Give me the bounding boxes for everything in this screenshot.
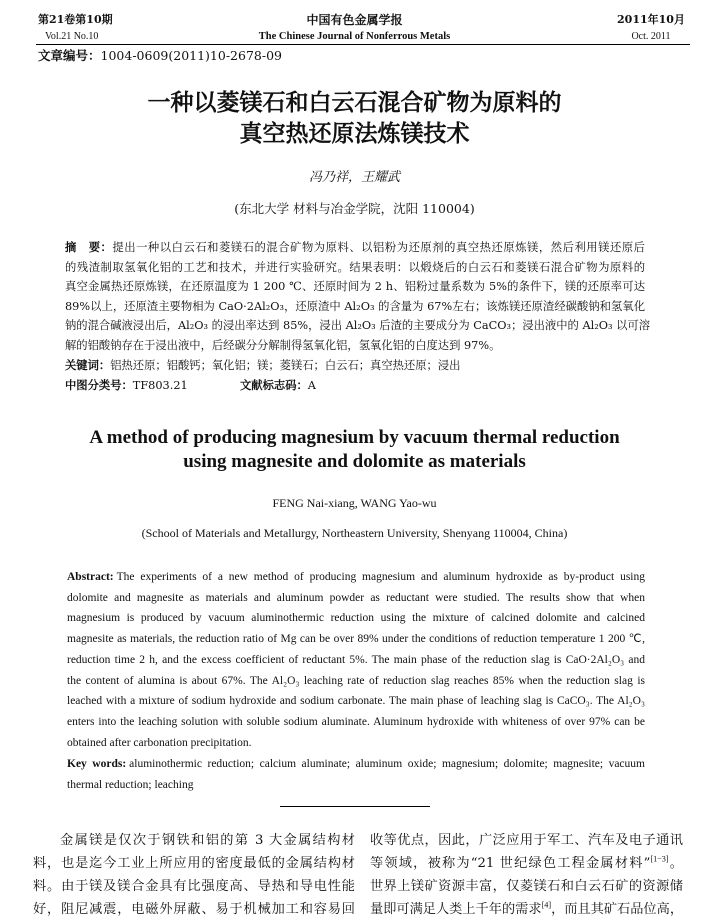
body-text: 。 — [668, 856, 683, 871]
title-en-line: A method of producing magnesium by vacuum thermal reduction — [89, 427, 620, 448]
abstract-cn-line: 钠的混合碱液浸出后，Al₂O₃ 的浸出率达到 85%，浸出 Al₂O₃ 后渣的主要成分为 CaCO₃；浸出液中的 Al₂O₃ 以可溶 — [65, 319, 651, 332]
authors-en: FENG Nai-xiang, WANG Yao-wu — [272, 496, 437, 510]
abstract-en-line: dolomite and magnesite as materials and aluminum powder as reductant were studied. The results show that when — [67, 592, 645, 604]
abstract-cn-line: 真空金属热还原炼镁，在还原温度为 1 200 ℃、还原时间为 2 h、铝粉过量系数为 5%的条件下，镁的还原率可达 — [65, 280, 645, 293]
clc-label: 中图分类号： — [65, 379, 133, 392]
abstract-cn-line: 解的铝酸钠存在于浸出液中，后经碳分分解制得氢氧化铝，氢氧化铝的白度达到 97%。 — [65, 339, 501, 352]
document-code — [240, 378, 316, 394]
keywords-en-text: aluminothermic reduction; calcium aluminate; aluminum oxide; magnesium; dolomite; magnesite; vacuum — [129, 758, 645, 770]
body-right-line — [370, 901, 683, 919]
abstract-cn-line: 89%以上，还原渣主要物相为 CaO·2Al₂O₃，还原渣中 Al₂O₃ 的含量为 67%左右；该炼镁还原渣经碳酸钠和氢氧化 — [65, 300, 645, 313]
article-number — [38, 49, 282, 63]
issue-date-en: Oct. 2011 — [631, 31, 671, 42]
citation-ref: [4] — [541, 900, 552, 910]
abstract-en-line: magnesium is produced by vacuum aluminothermic reduction using the mixture of calcined dolomite and calcined — [67, 612, 645, 624]
abstract-en-line: enters into the leaching solution with soluble sodium aluminate. Aluminum hydroxide with whiteness of over 97% can be — [67, 716, 645, 728]
header-rule — [36, 44, 690, 45]
title-cn-line: 一种以菱镁石和白云石混合矿物为原料的 — [147, 90, 562, 116]
article-number-value: 1004-0609(2011)10-2678-09 — [100, 48, 282, 63]
keywords-en-label: Key words: — [67, 758, 127, 770]
abstract-en-line: reduction time 2 h, and the excess coefficient of reductant 5%. The main phase of the reduction slag is CaO·2Al₂O₃ and — [67, 654, 645, 666]
abstract-en-line — [67, 569, 645, 585]
section-divider — [280, 806, 430, 807]
abstract-cn-line: 的残渣制取氢氧化铝的工艺和技术，并进行实验研究。结果表明：以煅烧后的白云石和菱镁石混合矿物为原料的 — [65, 261, 645, 274]
clc-value: TF803.21 — [132, 379, 188, 392]
keywords-en-line: thermal reduction; leaching — [67, 779, 194, 791]
body-right-line: 收等优点，因此，广泛应用于军工、汽车及电子通讯 — [370, 833, 683, 848]
keywords-en-line — [67, 756, 645, 772]
journal-name-cn: 中国有色金属学报 — [306, 13, 403, 27]
body-right-line — [370, 855, 683, 873]
body-text: 量即可满足人类上千年的需求 — [370, 902, 542, 917]
issue-date-cn: 2011年10月 — [617, 13, 685, 26]
document-code-label: 文献标志码： — [240, 379, 308, 392]
body-left-line: 料，也是迄今工业上所应用的密度最低的金属结构材 — [33, 856, 355, 871]
keywords-cn-value: 铝热还原；铝酸钙；氧化铝；镁；菱镁石；白云石；真空热还原；浸出 — [110, 359, 461, 372]
clc-number — [65, 378, 188, 394]
keywords-cn — [65, 358, 645, 374]
body-text: 等领域，被称为“21 世纪绿色工程金属材料” — [370, 856, 651, 871]
title-cn-line: 真空热还原法炼镁技术 — [239, 121, 470, 147]
body-left-line: 好，阻尼减震，电磁外屏蔽、易于机械加工和容易回 — [33, 902, 355, 917]
abstract-en-label: Abstract: — [67, 571, 114, 583]
volume-issue-cn: 第21卷第10期 — [38, 13, 113, 26]
authors-cn: 冯乃祥，王耀武 — [308, 170, 400, 185]
abstract-en-text: The experiments of a new method of producing magnesium and aluminum hydroxide as by-product using — [116, 571, 645, 583]
abstract-cn-text: 提出一种以白云石和菱镁石的混合矿物为原料、以铝粉为还原剂的真空热还原炼镁，然后利用镁还原后 — [112, 241, 645, 254]
volume-issue-en: Vol.21 No.10 — [45, 31, 99, 42]
abstract-en-line: the content of alumina is about 67%. The Al₂O₃ leaching rate of reduction slag reaches 85% when the reduction slag is — [67, 675, 645, 687]
article-number-label: 文章编号： — [38, 48, 101, 63]
affiliation-cn: (东北大学 材料与冶金学院，沈阳 110004) — [234, 201, 475, 216]
document-code-value: A — [307, 379, 316, 392]
abstract-cn-label: 摘 要： — [65, 241, 113, 254]
citation-ref: [1−3] — [650, 854, 669, 864]
title-en-line: using magnesite and dolomite as materials — [183, 451, 526, 472]
journal-name-en: The Chinese Journal of Nonferrous Metals — [258, 31, 451, 42]
abstract-en-line: leached with a mixture of sodium hydroxide and sodium carbonate. The main phase of leaching slag is CaCO₃. The Al₂O₃ — [67, 695, 645, 707]
body-left-line: 金属镁是仅次于钢铁和铝的第 3 大金属结构材 — [60, 833, 355, 848]
body-left-line: 料。由于镁及镁合金具有比强度高、导热和导电性能 — [33, 879, 355, 894]
abstract-cn-line — [65, 240, 645, 256]
keywords-cn-label: 关键词： — [65, 359, 111, 372]
abstract-en-line: obtained after carbonation precipitation. — [67, 737, 252, 749]
body-text: ，而且其矿石品位高， — [551, 902, 684, 917]
affiliation-en: (School of Materials and Metallurgy, Northeastern University, Shenyang 110004, China) — [141, 526, 568, 540]
abstract-en-line: magnesite as materials, the reduction ratio of Mg can be over 89% under the conditions of reduction temperature 1 200 ℃, — [67, 633, 645, 645]
body-right-line: 世界上镁矿资源丰富，仅菱镁石和白云石矿的资源储 — [370, 879, 683, 894]
